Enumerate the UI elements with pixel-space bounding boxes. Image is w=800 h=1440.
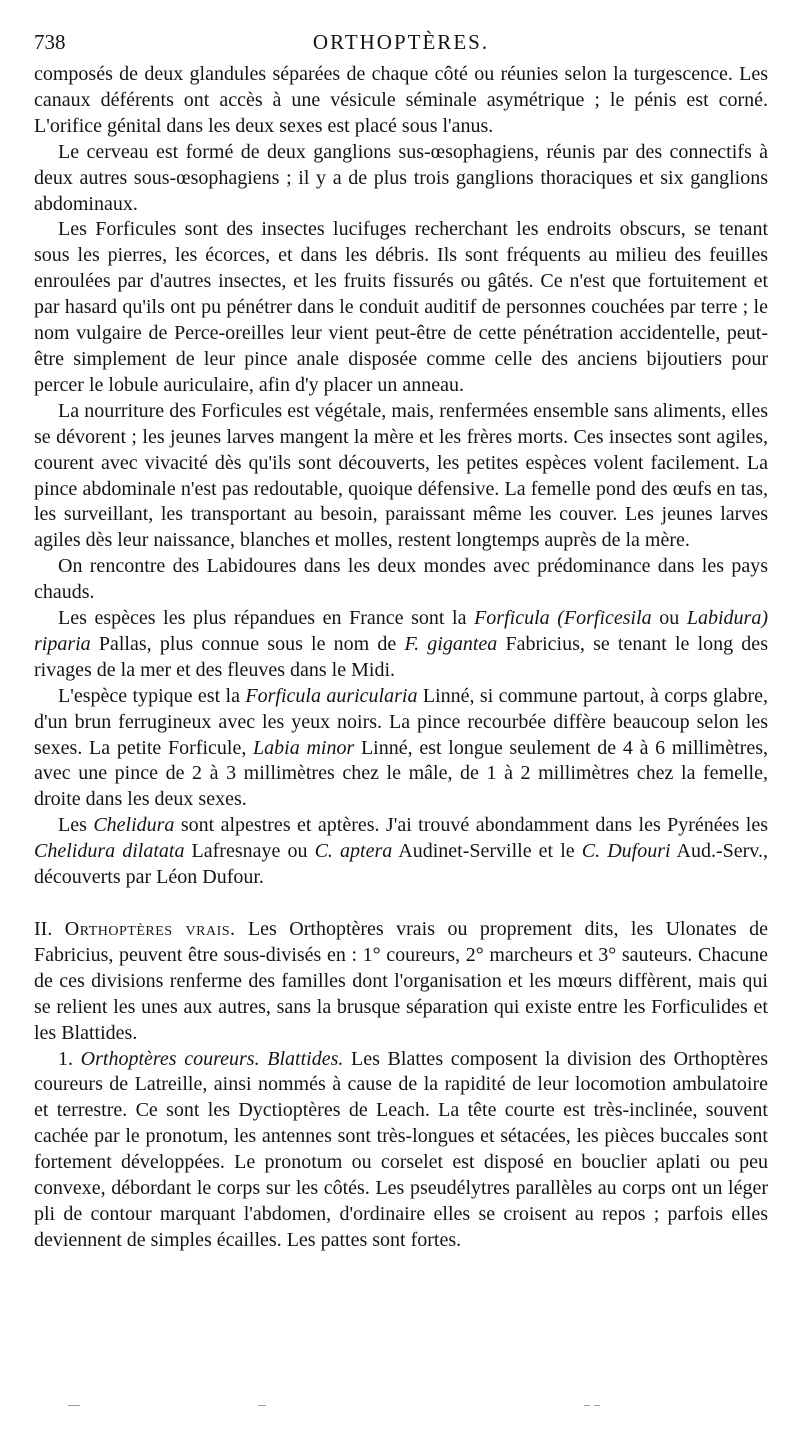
species-name: Labidura) riparia bbox=[34, 607, 768, 655]
subsection-number: 1. bbox=[58, 1047, 81, 1070]
section-number: II. bbox=[34, 918, 65, 940]
footer-scan-marks bbox=[0, 1405, 800, 1415]
paragraph-species-france: Les espèces les plus répandues en France sont la Forficula (Forficesila ou Labidura) riparia Pallas, plus connue sous le nom de F. gigantea Fabricius, se tenant le long des rivages de la mer et des fleuves dans le Midi. bbox=[34, 607, 768, 681]
subsection-heading: Orthoptères coureurs. Blattides. bbox=[80, 1047, 344, 1070]
species-name: Forficula (Forficesila bbox=[474, 607, 652, 630]
paragraph-chelidura: Les Chelidura sont alpestres et aptères. J'ai trouvé abondamment dans les Pyrénées les Chelidura dilatata Lafresnaye ou C. aptera Audinet-Serville et le C. Dufouri Aud.-Serv., découverts par Léon Dufour. bbox=[34, 814, 769, 889]
scan-mark bbox=[584, 1405, 590, 1406]
scan-mark bbox=[68, 1405, 80, 1406]
scan-mark bbox=[594, 1405, 600, 1406]
document-page bbox=[34, 30, 768, 1254]
species-name: C. Dufouri bbox=[581, 840, 671, 863]
paragraph-typical-species: L'espèce typique est la Forficula auricularia Linné, si commune partout, à corps glabre, d'un brun ferrugineux avec les yeux noirs. La pince recourbée diffère beaucoup selon les sexes. La petite Forficule, Labia minor Linné, est longue seulement de 4 à 6 millimètres, avec une pince de 2 à 3 millimètres chez le mâle, de 1 à 2 millimètres chez la femelle, droite dans les deux sexes. bbox=[34, 684, 768, 811]
scan-mark bbox=[258, 1405, 266, 1406]
page-header bbox=[34, 30, 768, 60]
species-name: Chelidura dilatata bbox=[34, 840, 185, 863]
running-title: ORTHOPTÈRES. bbox=[312, 30, 490, 54]
paragraph-blattides: 1. Orthoptères coureurs. Blattides. Les Blattes composent la division des Orthoptères coureurs de Latreille, ainsi nommés à cause de la rapidité de leur locomotion ambulatoire et terrestre. Ce sont les Dyctioptères de Leach. La tête courte est très-inclinée, souvent cachée par le pronotum, les antennes sont très-longues et sétacées, les pièces buccales sont fortement développées. Le pronotum ou corselet est disposé en bouclier aplati ou peu convexe, débordant le corps sur les côtés. Les pseudélytres parallèles au corps ont un léger pli de contour marquant l'abdomen, d'ordinaire elles se croisent au repos ; parfois elles deviennent de simples écailles. Les pattes sont fortes. bbox=[34, 1047, 768, 1251]
paragraph-genital-organs: composés de deux glandules séparées de chaque côté ou réunies selon la turgescence. Les canaux déférents ont accès à une vésicule séminale asymétrique ; le pénis est corné. L'orifice génital dans les deux sexes est placé sous l'anus. bbox=[34, 63, 768, 137]
section-heading: Orthoptères vrais. bbox=[64, 918, 236, 940]
page-number: 738 bbox=[34, 30, 66, 54]
species-name: C. aptera bbox=[314, 840, 393, 863]
body-text bbox=[34, 62, 768, 1254]
paragraph-distribution: On rencontre des Labidoures dans les deux mondes avec prédominance dans les pays chauds. bbox=[34, 555, 768, 604]
species-name: F. gigantea bbox=[404, 632, 498, 655]
species-name: Chelidura bbox=[93, 814, 175, 837]
species-name: Forficula auricularia bbox=[245, 684, 418, 707]
paragraph-habits: Les Forficules sont des insectes lucifuges recherchant les endroits obscurs, se tenant sous les pierres, les écorces, et dans les débris. Ils sont fréquents au milieu des feuilles enroulées par d'autres insectes, et les fruits fissurés ou gâtés. Ce n'est que fortuitement et par hasard qu'ils ont pu pénétrer dans le conduit auditif de personnes couchées par terre ; le nom vulgaire de Perce-oreilles leur vient peut-être de cette pénétration accidentelle, peut-être simplement de leur pince anale disposée comme celle des anciens bijoutiers pour percer le lobule auriculaire, afin d'y placer un anneau. bbox=[34, 218, 768, 396]
species-name: Labia minor bbox=[253, 736, 355, 759]
section-orthopteres-vrais: II. Orthoptères vrais. Les Orthoptères vrais ou proprement dits, les Ulonates de Fabricius, peuvent être sous-divisés en : 1° coureurs, 2° marcheurs et 3° sauteurs. Chacune de ces divisions renferme des familles dont l'organisation et les mœurs diffèrent, mais qui se relient les unes aux autres, sans la brusque séparation qui existe entre les Forficulides et les Blattides. bbox=[34, 918, 768, 1044]
paragraph-food: La nourriture des Forficules est végétale, mais, renfermées ensemble sans aliments, elles se dévorent ; les jeunes larves mangent la mère et les frères morts. Ces insectes sont agiles, courent avec vivacité dès qu'ils sont découverts, les petites espèces volent facilement. La pince abdominale n'est pas redoutable, quoique défensive. La femelle pond des œufs en tas, les surveillant, les transportant au besoin, paraissant même les couver. Les jeunes larves agiles dès leur naissance, blanches et molles, restent longtemps auprès de la mère. bbox=[34, 399, 768, 552]
paragraph-nervous-system: Le cerveau est formé de deux ganglions sus-œsophagiens, réunis par des connectifs à deux autres sous-œsophagiens ; il y a de plus trois ganglions thoraciques et six ganglions abdominaux. bbox=[34, 140, 768, 215]
